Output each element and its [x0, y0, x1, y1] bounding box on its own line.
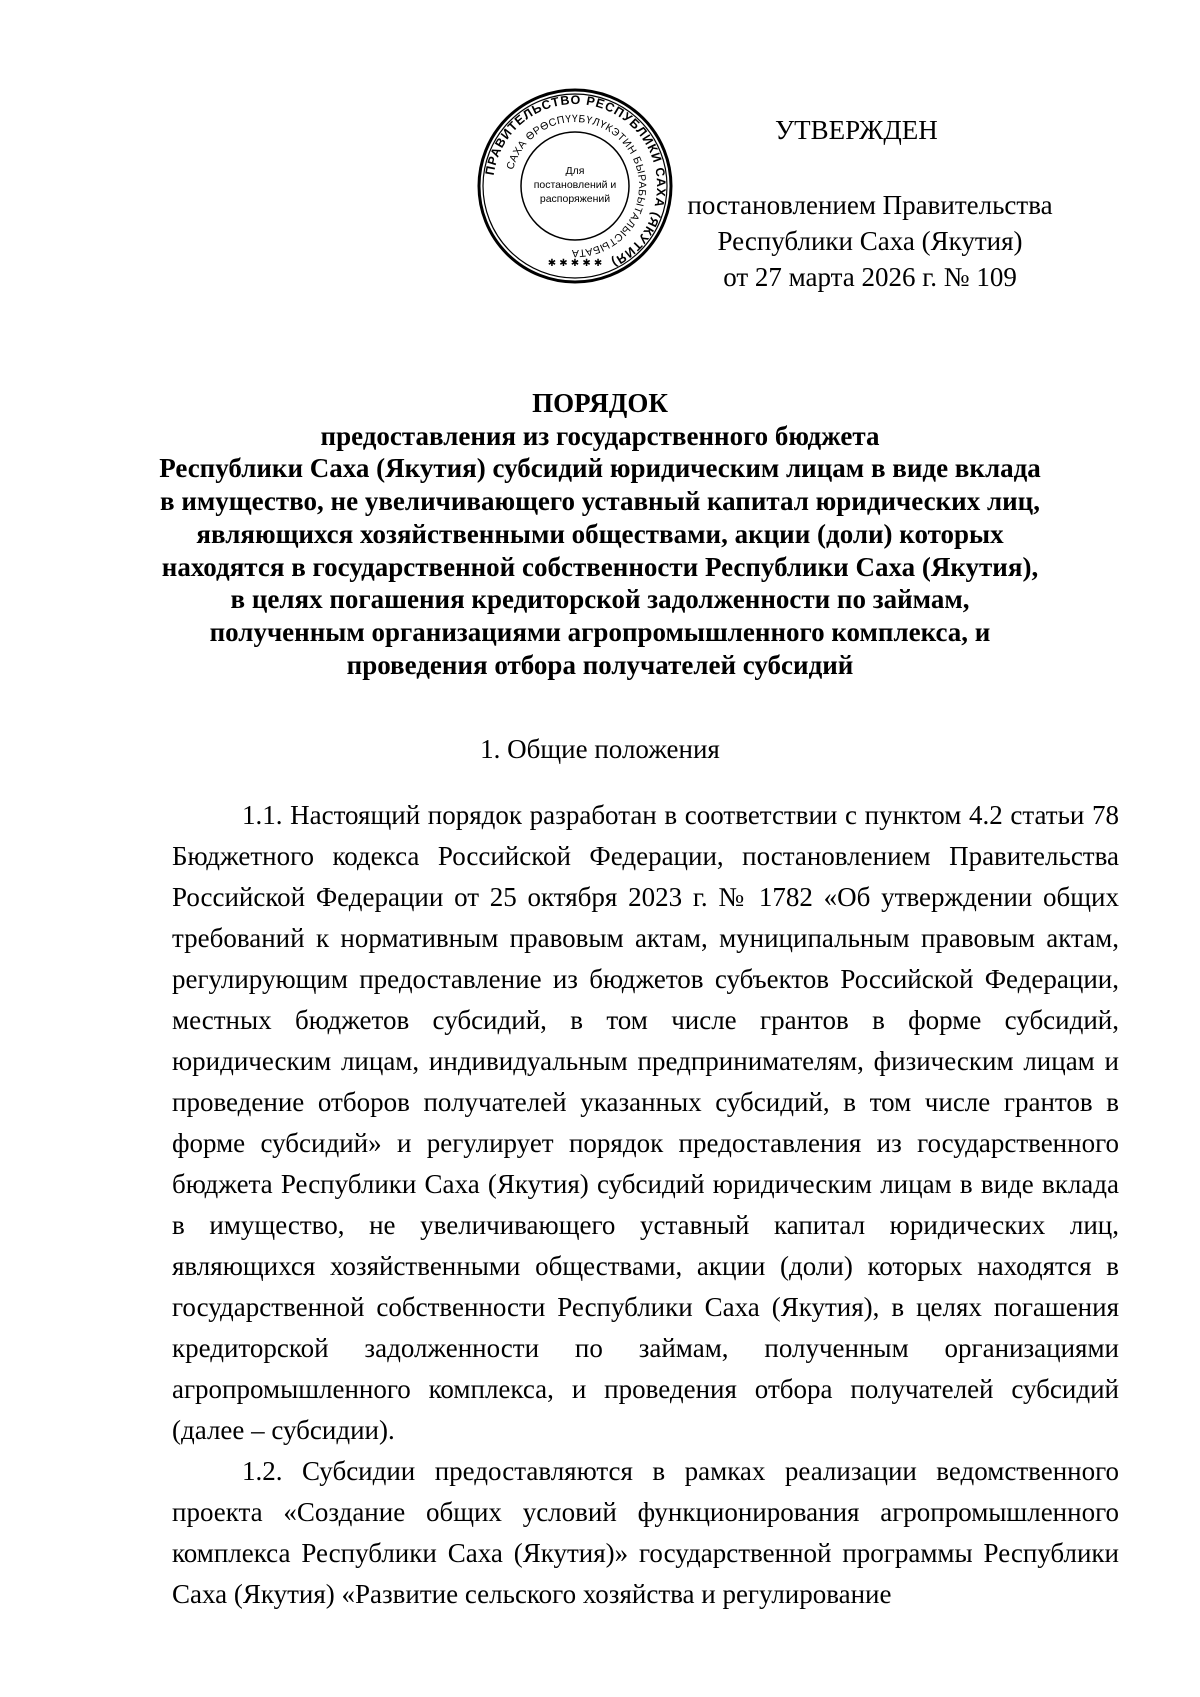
seal-center-line-3: распоряжений	[539, 193, 611, 205]
seal-star-marks	[548, 258, 603, 269]
approval-line-2: Республики Саха (Якутия)	[717, 226, 1023, 256]
seal-inner-text: САХА ӨРӨСПҮҮБҮЛҮКЭТИН БЫРАБЫТАЛЫСТЫБАТА	[504, 112, 649, 260]
seal-outer-text: ПРАВИТЕЛЬСТВО РЕСПУБЛИКИ САХА (ЯКУТИЯ)	[482, 92, 669, 270]
approval-block	[660, 112, 1080, 295]
title-line-2: Республики Саха (Якутия) субсидий юридическим лицам в виде вклада	[159, 453, 1041, 484]
paragraph-1-1: 1.1. Настоящий порядок разработан в соответствии с пунктом 4.2 статьи 78 Бюджетного кодекса Российской Федерации, постановлением Правительства Российской Федерации от 25 октября 2023 г. № 1782 «Об утверждении общих требований к нормативным правовым актам, муниципальным правовым актам, регулирующим предоставление из бюджетов субъектов Российской Федерации, местных бюджетов субсидий, в том числе грантов в форме субсидий, юридическим лицам, индивидуальным предпринимателям, физическим лицам и проведение отборов получателей указанных субсидий, в том числе грантов в форме субсидий» и регулирует порядок предоставления из государственного бюджета Республики Саха (Якутия) субсидий юридическим лицам в виде вклада в имущество, не увеличивающего уставный капитал юридических лиц, являющихся хозяйственными обществами, акции (доли) которых находятся в государственной собственности Республики Саха (Якутия), в целях погашения кредиторской задолженности по займам, полученным организациями агропромышленного комплекса, и проведения отбора получателей субсидий (далее – субсидии).	[172, 800, 1119, 1445]
title-line-5: находятся в государственной собственности Республики Саха (Якутия),	[161, 551, 1039, 582]
seal-center-line-1: Для	[565, 165, 585, 177]
approval-line-3: от 27 марта 2026 г. № 109	[723, 262, 1017, 292]
title-line-7: полученным организациями агропромышленного комплекса, и	[209, 616, 991, 647]
title-line-8: проведения отбора получателей субсидий	[346, 649, 854, 680]
section-body	[172, 795, 1119, 1615]
seal-graphic	[475, 86, 675, 286]
svg-text:✱ ✱ ✱ ✱ ✱: ✱ ✱ ✱ ✱ ✱	[547, 258, 603, 269]
title-main: ПОРЯДОК	[532, 388, 668, 418]
title-line-6: в целях погашения кредиторской задолженности по займам,	[230, 584, 970, 615]
official-seal	[475, 86, 675, 286]
approved-word: УТВЕРЖДЕН	[775, 115, 938, 145]
seal-center-line-2: постановлений и	[533, 179, 617, 191]
approval-line-1: постановлением Правительства	[687, 190, 1053, 220]
document-title	[150, 387, 1050, 681]
title-line-1: предоставления из государственного бюджета	[320, 420, 880, 451]
title-line-4: являющихся хозяйственными обществами, акции (доли) которых	[196, 518, 1004, 549]
paragraph-1-2: 1.2. Субсидии предоставляются в рамках реализации ведомственного проекта «Создание общих условий функционирования агропромышленного комплекса Республики Саха (Якутия)» государственной программы Республики Саха (Якутия) «Развитие сельского хозяйства и регулирование	[172, 1456, 1119, 1609]
title-line-3: в имущество, не увеличивающего уставный капитал юридических лиц,	[160, 486, 1040, 517]
section-heading: 1. Общие положения	[480, 734, 720, 764]
